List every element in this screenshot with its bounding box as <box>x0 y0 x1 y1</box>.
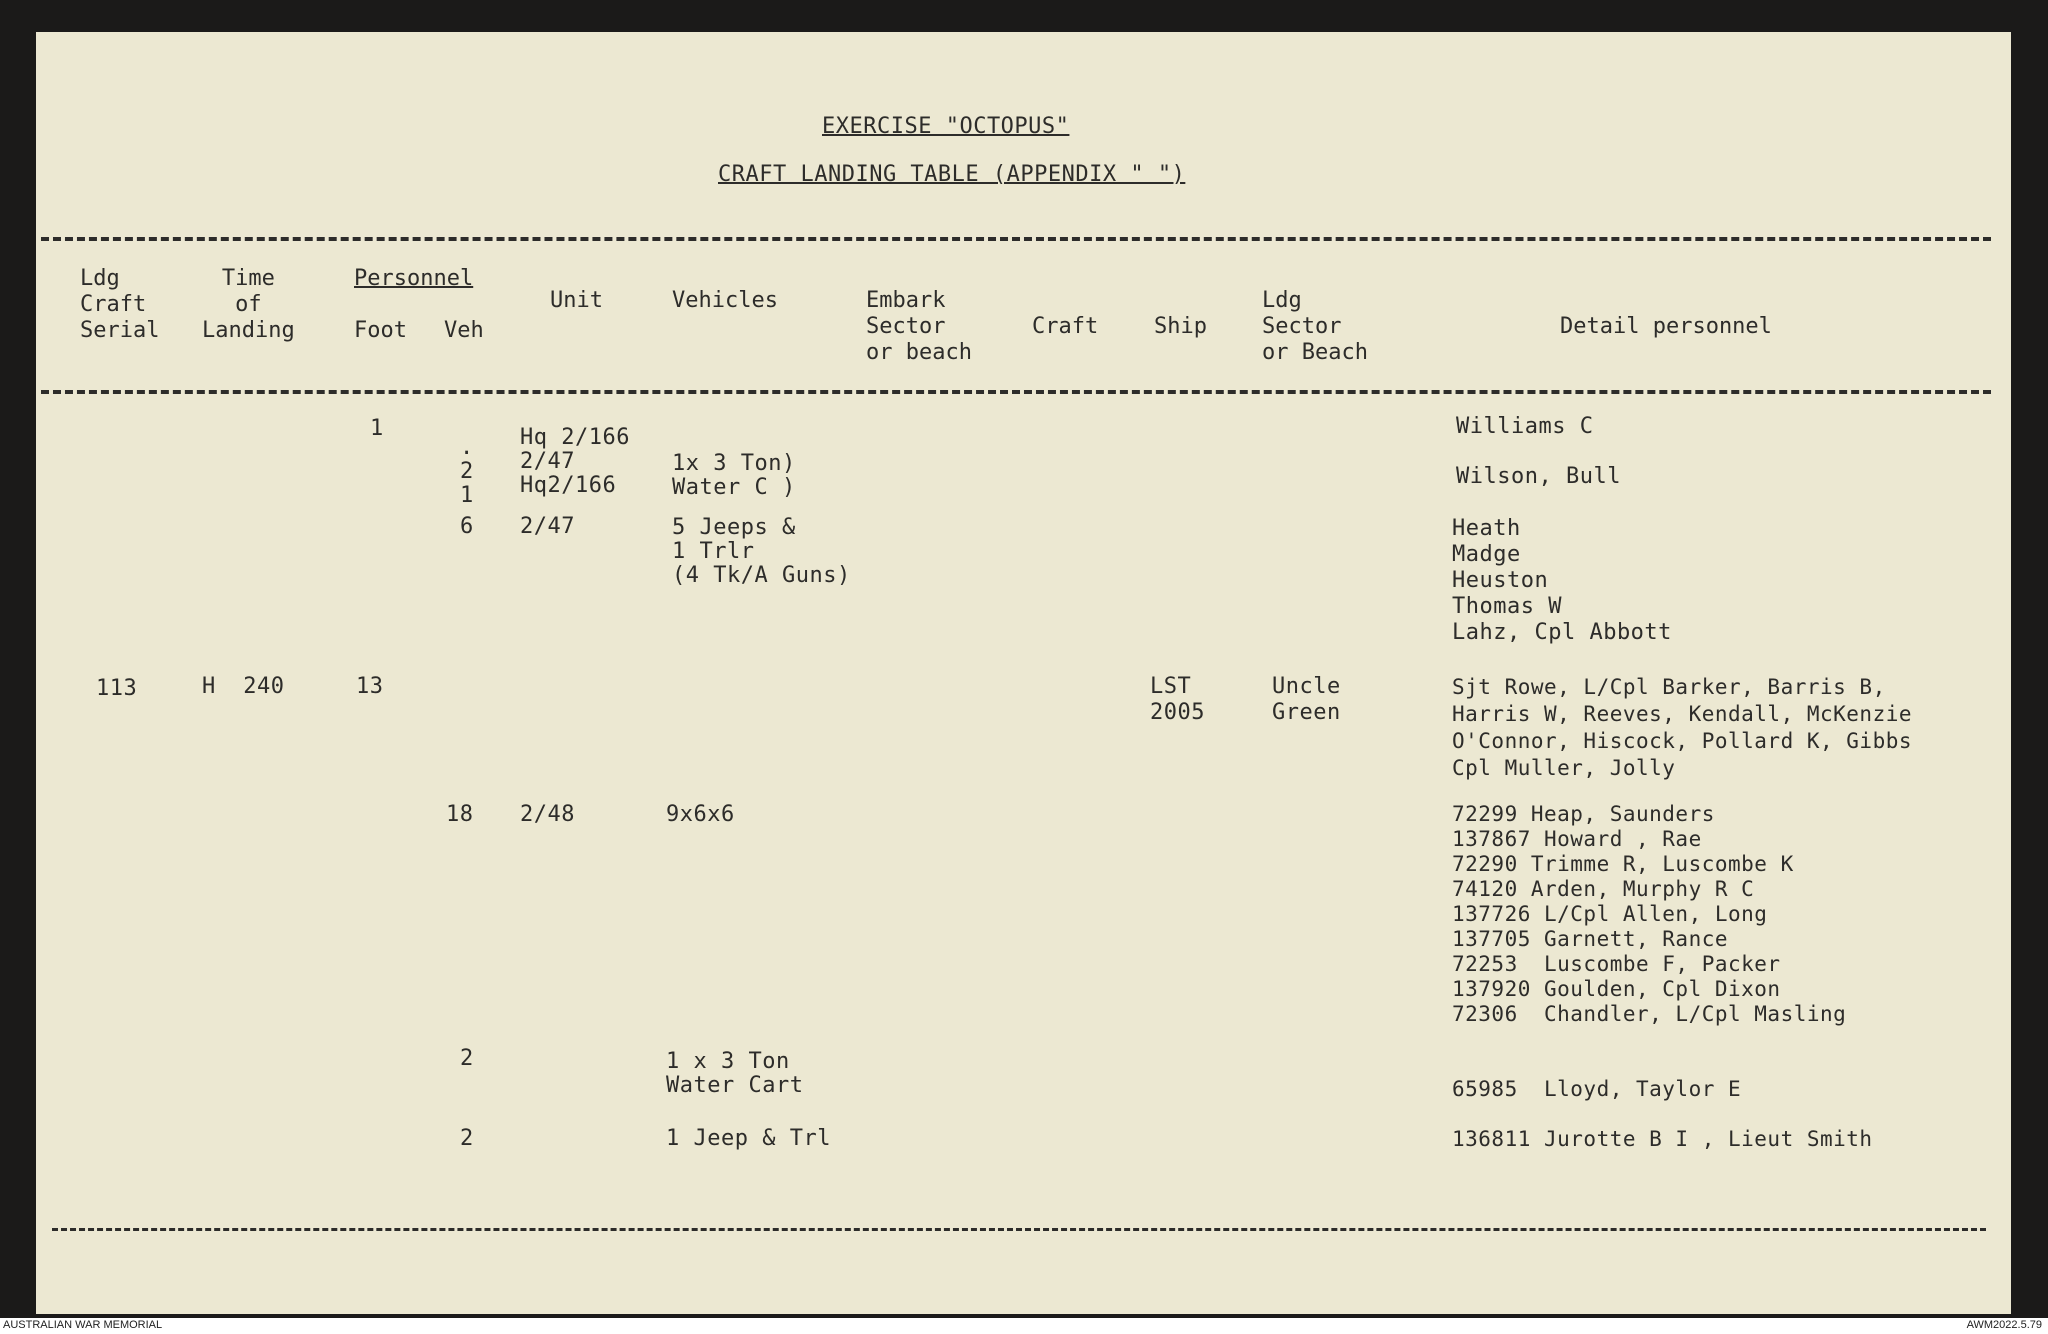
header-ship: Ship <box>1154 314 1207 339</box>
row2-vehicles: 5 Jeeps & 1 Trlr (4 Tk/A Guns) <box>672 515 851 588</box>
row1-vehicles: 1x 3 Ton) Water C ) <box>672 451 796 500</box>
row2-detail: Heath Madge Heuston Thomas W Lahz, Cpl Abbott <box>1452 516 1672 645</box>
row6-detail: 136811 Jurotte B I , Lieut Smith <box>1452 1127 1873 1151</box>
row2-unit: 2/47 <box>520 514 575 539</box>
row4-unit: 2/48 <box>520 802 575 827</box>
row3-ship: LST 2005 <box>1150 674 1205 725</box>
footer-left-text: AUSTRALIAN WAR MEMORIAL <box>3 1319 163 1331</box>
row3-time: H 240 <box>202 674 285 699</box>
header-unit: Unit <box>550 288 603 313</box>
row1-foot: 1 <box>370 416 384 441</box>
header-veh: Veh <box>444 318 484 343</box>
footer-right-text: AWM2022.5.79 <box>1966 1319 2042 1331</box>
row4-detail: 72299 Heap, Saunders 137867 Howard , Rae 72290 Trimme R, Luscombe K 74120 Arden, Murphy R C 137726 L/Cpl Allen, Long 137705 Garnett, Rance 72253 Luscombe F, Packer 137920 Goulden, Cpl Dixon 72306 Chandler, L/Cpl Masling <box>1452 802 1847 1026</box>
row4-veh: 18 <box>446 802 474 827</box>
header-bottom-rule <box>41 390 1991 394</box>
row2-veh: 6 <box>460 514 474 539</box>
row4-vehicles: 9x6x6 <box>666 802 735 827</box>
document-subtitle: CRAFT LANDING TABLE (APPENDIX " ") <box>718 162 1186 187</box>
row3-detail: Sjt Rowe, L/Cpl Barker, Barris B, Harris W, Reeves, Kendall, McKenzie O'Connor, Hiscock, Pollard K, Gibbs Cpl Muller, Jolly <box>1452 675 1913 780</box>
row1-unit: Hq 2/166 2/47 Hq2/166 <box>520 425 630 498</box>
header-time-of-landing: Time of Landing <box>202 266 295 343</box>
row3-serial: 113 <box>96 676 138 701</box>
row6-vehicles: 1 Jeep & Trl <box>666 1126 831 1151</box>
header-embark: Embark Sector or beach <box>866 288 972 365</box>
bottom-rule <box>52 1228 1986 1231</box>
header-ldg-sector: Ldg Sector or Beach <box>1262 288 1368 365</box>
header-personnel: Personnel <box>354 266 474 291</box>
document-title: EXERCISE "OCTOPUS" <box>822 114 1070 139</box>
row1-detail-b: Wilson, Bull <box>1456 464 1621 489</box>
row1-veh: . 2 1 <box>460 435 474 508</box>
row3-sector: Uncle Green <box>1272 674 1341 725</box>
header-craft: Craft <box>1032 314 1099 339</box>
header-foot: Foot <box>354 318 407 343</box>
row3-foot: 13 <box>356 674 384 699</box>
header-ldg-craft-serial: Ldg Craft Serial <box>80 266 160 343</box>
header-detail-personnel: Detail personnel <box>1560 314 1772 339</box>
header-vehicles: Vehicles <box>672 288 778 313</box>
row1-detail-a: Williams C <box>1456 414 1594 439</box>
row5-veh: 2 <box>460 1046 474 1071</box>
header-top-rule <box>41 237 1991 241</box>
archive-footer <box>0 1318 2048 1334</box>
document-page <box>36 32 2011 1314</box>
row6-veh: 2 <box>460 1126 474 1151</box>
row5-vehicles: 1 x 3 Ton Water Cart <box>666 1049 804 1098</box>
row5-detail: 65985 Lloyd, Taylor E <box>1452 1077 1742 1101</box>
